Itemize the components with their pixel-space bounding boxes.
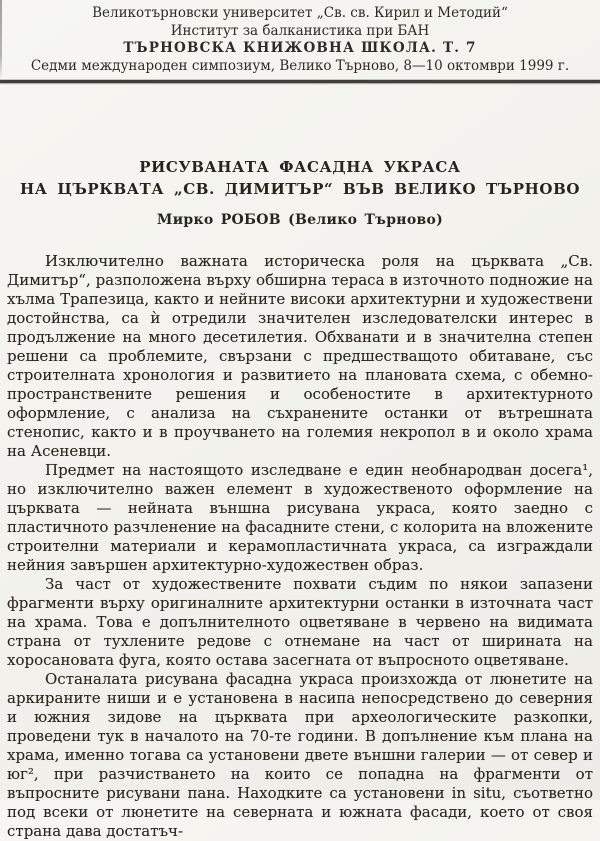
scan-edge-artifact <box>0 0 2 80</box>
article-body <box>0 156 600 841</box>
paragraph-1: Изключително важната историческа роля на църквата „Св. Димитър“, разположена върху обширна тераса в източното подножие на хълма Трапезица, както и нейните високи архитектурни и художествени достойнства, са ѝ отредили значителен изследователски интерес в продължение на много десетилетия. Обхванати и в значителна степен решени са проблемите, свързани с предшестващото обитаване, със строителната хронология и развитието на плановата схема, с обемно-пространствените решения и особеностите в архитектурното оформление, с анализа на съхранените останки от вътрешната стенопис, както и в проучването на големия некропол в и около храма на Асеневци. <box>7 252 593 460</box>
article-title-line-1: РИСУВАНАТА ФАСАДНА УКРАСА <box>139 158 461 176</box>
institute-name: Институт за балканистика при БАН <box>170 22 430 39</box>
article-title <box>7 156 593 200</box>
series-title: ТЪРНОВСКА КНИЖОВНА ШКОЛА. Т. 7 <box>123 40 477 56</box>
article-text <box>7 252 593 841</box>
header-divider-rule <box>0 80 600 83</box>
author-line: Мирко РОБОВ (Велико Търново) <box>156 212 444 228</box>
paragraph-2: Предмет на настоящото изследване е един необнародван досега¹, но изключително важен елемент в художественото оформление на църквата — нейната външна рисувана украса, която заедно с пластичното разчленение на фасадните стени, с колорита на вложените строителни материали и керамопластичната украса, са изграждали нейния завършен архитектурно-художествен образ. <box>7 461 593 574</box>
university-name: Великотърновски университет „Св. св. Кирил и Методий“ <box>92 5 508 21</box>
symposium-info: Седми международен симпозиум, Велико Търново, 8—10 октомври 1999 г. <box>30 57 570 74</box>
paragraph-4: Останалата рисувана фасадна украса произхожда от люнетите на аркираните ниши и е установена в насипа непосредствено до северния и южния зидове на църквата при археологическите разкопки, проведени тук в началото на 70-те години. В допълнение към плана на храма, именно тогава са установени двете външни галерии — от север и юг², при разчистването на които се попадна на фрагменти от въпросните рисувани пана. Находките са установени in situ, съответно под всеки от люнетите на северната и южната фасади, което от своя страна дава достатъч- <box>7 670 593 840</box>
article-title-line-2: НА ЦЪРКВАТА „СВ. ДИМИТЪР“ ВЪВ ВЕЛИКО ТЪРНОВО <box>19 180 581 198</box>
conference-header <box>0 0 600 75</box>
paragraph-3: За част от художествените похвати съдим по някои запазени фрагменти върху оригиналните архитектурни останки в източната част на храма. Това е допълнителното оцветяване в червено на видимата страна от тухлените редове с отнемане на част от ширината на хоросановата фуга, която остава засегната от въпросното оцветяване. <box>7 575 593 669</box>
